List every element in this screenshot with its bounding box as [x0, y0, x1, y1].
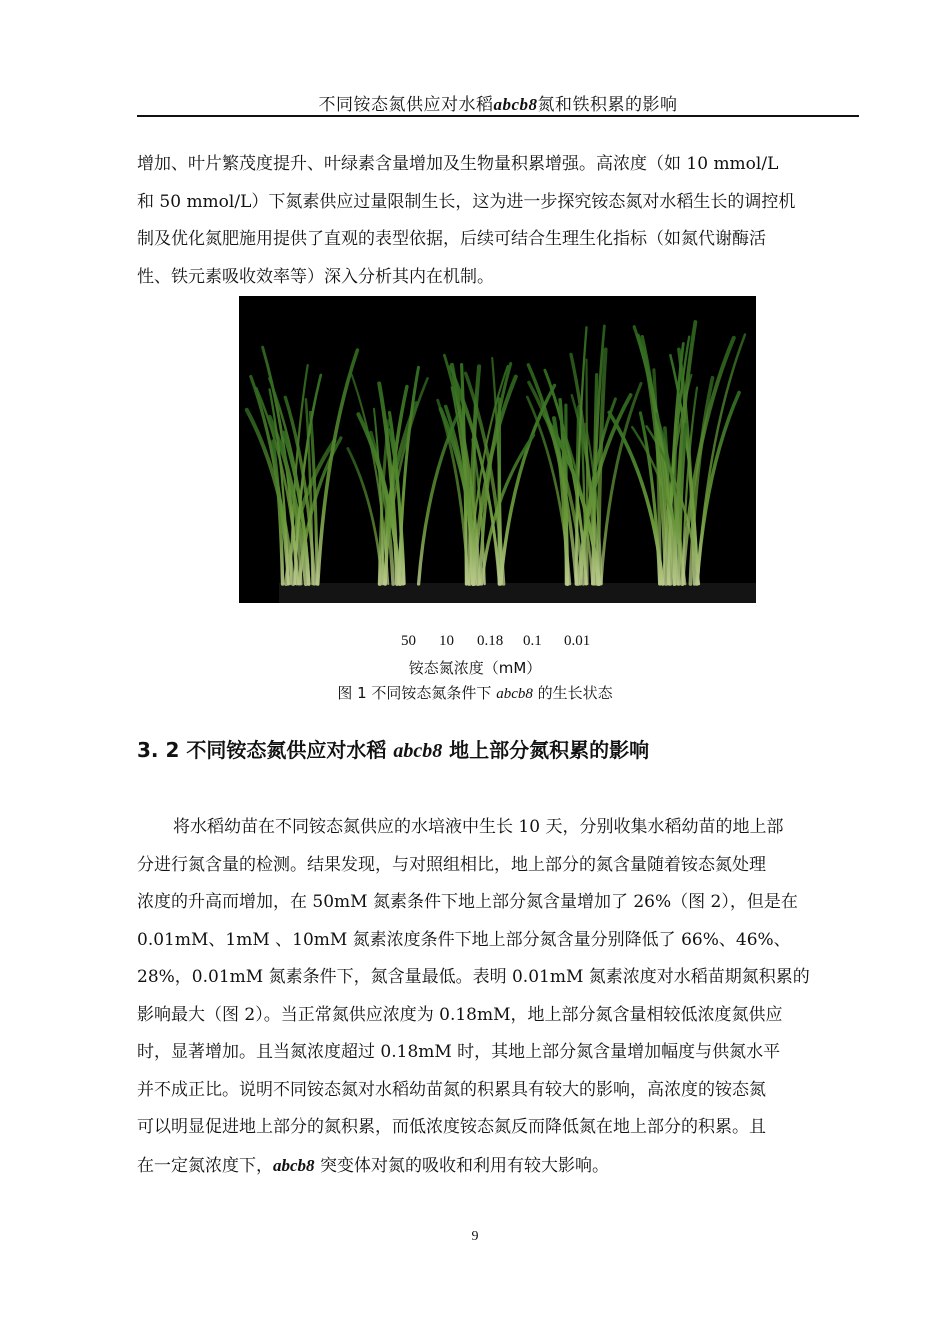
tick-label: 50	[401, 633, 416, 649]
body-paragraph	[137, 809, 859, 1185]
figure-caption-gene: abcb8	[496, 686, 533, 702]
figure-caption-text-end: 的生长状态	[532, 684, 613, 702]
body-text: 在一定氮浓度下，	[137, 1155, 273, 1176]
body-line: 时，显著增加。且当氮浓度超过 0.18mM 时，其地上部分氮含量增加幅度与供氮水平	[137, 1042, 781, 1062]
running-header-text-end: 氮和铁积累的影响	[537, 95, 678, 115]
tick-label: 10	[439, 633, 454, 649]
body-gene: abcb8	[273, 1155, 315, 1175]
body-line: 影响最大（图 2）。当正常氮供应浓度为 0.18mM，地上部分氮含量相较低浓度氮供应	[137, 1004, 783, 1025]
body-line: 可以明显促进地上部分的氮积累，而低浓度铵态氮反而降低氮在地上部分的积累。且	[137, 1117, 766, 1137]
body-line: 分进行氮含量的检测。结果发现，与对照组相比，地上部分的氮含量随着铵态氮处理	[137, 854, 766, 875]
intro-line: 性、铁元素吸收效率等）深入分析其内在机制。	[137, 266, 494, 287]
intro-paragraph	[137, 146, 859, 296]
running-header	[137, 90, 859, 115]
running-header-text: 不同铵态氮供应对水稻	[318, 95, 494, 115]
tick-label: 0.1	[523, 633, 542, 649]
figure-caption	[0, 682, 950, 703]
section-heading-text-end: 地上部分氮积累的影响	[442, 738, 650, 762]
running-header-gene: abcb8	[493, 95, 538, 114]
section-heading	[137, 734, 649, 763]
page-number: 9	[471, 1229, 479, 1244]
intro-line: 制及优化氮肥施用提供了直观的表型依据，后续可结合生理生化指标（如氮代谢酶活	[137, 229, 766, 249]
body-line: 并不成正比。说明不同铵态氮对水稻幼苗氮的积累具有较大的影响，高浓度的铵态氮	[137, 1079, 766, 1100]
section-heading-gene: abcb8	[393, 740, 443, 762]
body-line: 将水稻幼苗在不同铵态氮供应的水培液中生长 10 天，分别收集水稻幼苗的地上部	[173, 817, 784, 837]
axis-label: 铵态氮浓度（mM）	[408, 659, 542, 677]
rice-seedlings-illustration	[239, 296, 756, 603]
figure-caption-text: 图 1 不同铵态氮条件下	[337, 684, 497, 702]
section-heading-text: 3. 2 不同铵态氮供应对水稻	[137, 738, 394, 762]
body-line: 0.01mM、1mM 、10mM 氮素浓度条件下地上部分氮含量分别降低了 66%、46%、	[137, 929, 791, 950]
body-line: 浓度的升高而增加，在 50mM 氮素条件下地上部分氮含量增加了 26%（图 2），但是在	[137, 892, 798, 912]
intro-line: 增加、叶片繁茂度提升、叶绿素含量增加及生物量积累增强。高浓度（如 10 mmol/L	[137, 154, 779, 174]
header-rule	[137, 115, 859, 117]
rice-seedling-photo	[239, 296, 756, 603]
body-text-end: 突变体对氮的吸收和利用有较大影响。	[314, 1155, 609, 1176]
body-line: 28%，0.01mM 氮素条件下，氮含量最低。表明 0.01mM 氮素浓度对水稻苗期氮积累的	[137, 967, 810, 987]
seedling-leaf	[587, 360, 588, 584]
intro-line: 和 50 mmol/L）下氮素供应过量限制生长，这为进一步探究铵态氮对水稻生长的调控机	[137, 191, 796, 212]
body-last-line	[137, 1147, 859, 1186]
concentration-ticks	[388, 633, 618, 653]
tick-label: 0.18	[477, 633, 504, 649]
tick-label: 0.01	[564, 633, 591, 649]
